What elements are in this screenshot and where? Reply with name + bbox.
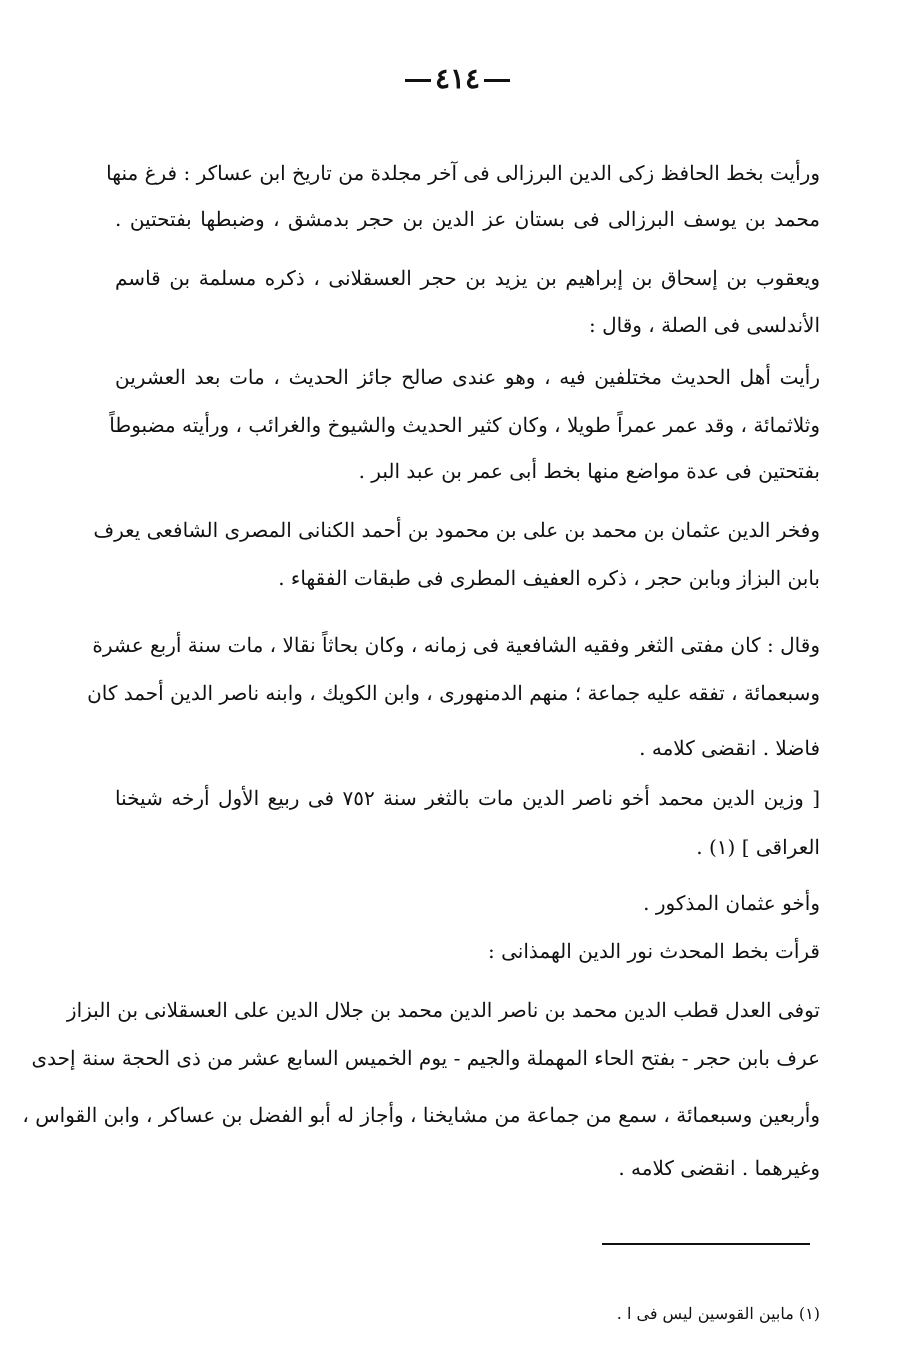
text-line: وأربعين وسبعمائة ، سمع من جماعة من مشايخنا ، وأجاز له أبو الفضل بن عساكر ، وابن القواس ، [22, 1103, 820, 1127]
text-line: بفتحتين فى عدة مواضع منها بخط أبى عمر بن عبد البر . [358, 459, 820, 483]
text-line: [ وزين الدين محمد أخو ناصر الدين مات بالثغر سنة ٧٥٢ فى ربيع الأول أرخه شيخنا [115, 786, 820, 810]
page-number-value: ٤١٤ [434, 62, 481, 95]
text-line: فاضلا . انقضى كلامه . [639, 736, 820, 760]
text-line: وسبعمائة ، تفقه عليه جماعة ؛ منهم الدمنهورى ، وابن الكويك ، وابنه ناصر الدين أحمد كان [87, 681, 820, 705]
text-line: وغيرهما . انقضى كلامه . [618, 1156, 820, 1180]
text-line: وفخر الدين عثمان بن محمد بن على بن محمود بن أحمد الكنانى المصرى الشافعى يعرف [93, 518, 820, 542]
text-line: وأخو عثمان المذكور . [643, 891, 820, 915]
page-number-dash-left [405, 79, 431, 82]
footnote: (١) مابين القوسين ليس فى ا . [616, 1304, 820, 1323]
text-line: وقال : كان مفتى الثغر وفقيه الشافعية فى زمانه ، وكان بحاثاً نقالا ، مات سنة أربع عشرة [92, 633, 820, 657]
text-line: بابن البزاز وبابن حجر ، ذكره العفيف المطرى فى طبقات الفقهاء . [278, 566, 820, 590]
text-line: الأندلسى فى الصلة ، وقال : [588, 313, 820, 337]
page-number [0, 62, 915, 95]
text-line: العراقى ] (١) . [696, 835, 820, 859]
text-line: قرأت بخط المحدث نور الدين الهمذانى : [488, 939, 820, 963]
text-line: ورأيت بخط الحافظ زكى الدين البرزالى فى آخر مجلدة من تاريخ ابن عساكر : فرغ منها [106, 161, 820, 185]
page-number-dash-right [484, 79, 510, 82]
text-line: وثلاثمائة ، وقد عمر عمراً طويلا ، وكان كثير الحديث والشيوخ والغرائب ، ورأيته مضبوطاً [109, 413, 820, 437]
text-line: عرف بابن حجر - بفتح الحاء المهملة والجيم - يوم الخميس السابع عشر من ذى الحجة سنة إحدى [31, 1046, 820, 1070]
text-line: توفى العدل قطب الدين محمد بن ناصر الدين محمد بن جلال الدين على العسقلانى بن البزاز [66, 998, 820, 1022]
text-line: رأيت أهل الحديث مختلفين فيه ، وهو عندى صالح جائز الحديث ، مات بعد العشرين [115, 365, 820, 389]
footnote-divider [602, 1243, 810, 1245]
text-line: محمد بن يوسف البرزالى فى بستان عز الدين بن حجر بدمشق ، وضبطها بفتحتين . [115, 207, 820, 231]
text-line: ويعقوب بن إسحاق بن إبراهيم بن يزيد بن حجر العسقلانى ، ذكره مسلمة بن قاسم [115, 266, 820, 290]
